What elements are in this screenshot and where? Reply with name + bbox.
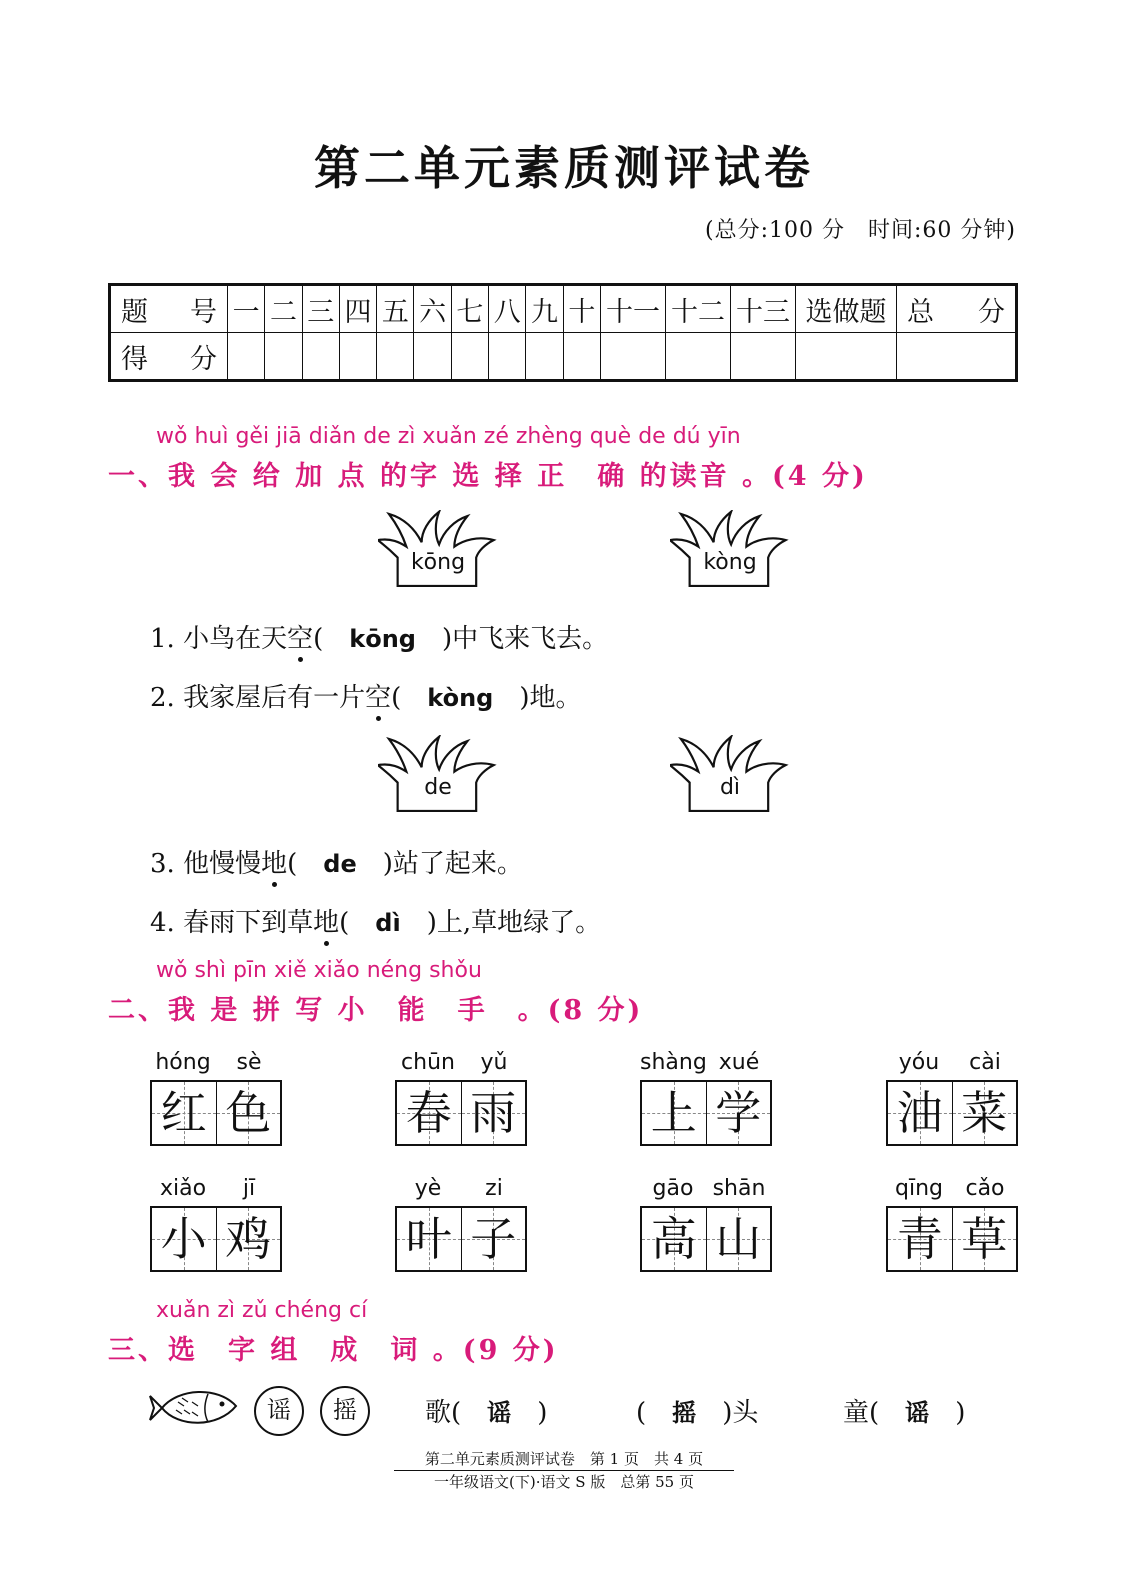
column-label: 选做题 bbox=[796, 285, 897, 333]
char-1[interactable]: 高 bbox=[650, 1212, 697, 1266]
score-table-header-row bbox=[110, 285, 1017, 333]
answer-blank[interactable]: 摇 bbox=[672, 1399, 697, 1427]
column-label: 十 bbox=[563, 285, 600, 333]
pinyin-2: sè bbox=[236, 1050, 262, 1075]
grass-label: de bbox=[424, 775, 452, 800]
score-cell[interactable] bbox=[796, 333, 897, 381]
pinyin-1: xiǎo bbox=[159, 1176, 207, 1201]
column-label: 九 bbox=[526, 285, 563, 333]
question-number: 3. bbox=[150, 849, 175, 879]
score-label: 得 分 bbox=[110, 333, 228, 381]
grass-card-de bbox=[378, 735, 498, 821]
pinyin-1: chūn bbox=[401, 1050, 455, 1075]
fish-icon bbox=[148, 1384, 240, 1432]
char-2[interactable]: 学 bbox=[715, 1086, 762, 1140]
dotted-char: 空 bbox=[287, 624, 314, 654]
pinyin-1: hóng bbox=[155, 1050, 211, 1075]
pinyin-1: yè bbox=[414, 1176, 442, 1201]
question-4: 4. 春雨下到草地( dì )上,草地绿了。 bbox=[150, 908, 602, 938]
pinyin-2: shān bbox=[712, 1176, 766, 1201]
column-label: 二 bbox=[265, 285, 302, 333]
score-cell[interactable] bbox=[228, 333, 265, 381]
pinyin-1: shàng bbox=[640, 1050, 707, 1075]
grass-card-kong4 bbox=[670, 510, 790, 596]
question-text-after: )上,草地绿了。 bbox=[426, 908, 602, 938]
answer-blank[interactable]: kōng bbox=[349, 625, 416, 653]
blank-after: )头 bbox=[722, 1398, 759, 1428]
pinyin-1: gāo bbox=[652, 1176, 694, 1201]
pinyin-2: cài bbox=[969, 1050, 1001, 1075]
word-box bbox=[395, 1050, 527, 1146]
char-1[interactable]: 上 bbox=[650, 1086, 697, 1140]
char-2[interactable]: 色 bbox=[225, 1086, 272, 1140]
column-label: 十一 bbox=[601, 285, 666, 333]
word-box bbox=[150, 1176, 282, 1272]
grass-card-kong1 bbox=[378, 510, 498, 596]
section2-heading: 二、我 是 拼 写 小 能 手 。(8 分) bbox=[108, 995, 644, 1026]
score-cell[interactable] bbox=[339, 333, 376, 381]
section2-pinyin: wǒ shì pīn xiě xiǎo néng shǒu bbox=[156, 958, 482, 983]
blank-1 bbox=[425, 1392, 547, 1429]
blank-before: 歌( bbox=[425, 1398, 462, 1428]
section1-heading: 一、我 会 给 加 点 的字 选 择 正 确 的读音 。(4 分) bbox=[108, 461, 868, 492]
section3-heading: 三、选 字 组 成 词 。(9 分) bbox=[108, 1335, 559, 1366]
word-box bbox=[150, 1050, 282, 1146]
score-cell[interactable] bbox=[377, 333, 414, 381]
question-text-after: )站了起来。 bbox=[382, 849, 523, 879]
column-label: 四 bbox=[339, 285, 376, 333]
grass-card-di bbox=[670, 735, 790, 821]
word-box bbox=[886, 1176, 1018, 1272]
char-1[interactable]: 红 bbox=[160, 1086, 207, 1140]
answer-blank[interactable]: 谣 bbox=[905, 1399, 930, 1427]
blank-after: ) bbox=[955, 1398, 966, 1428]
score-table bbox=[108, 283, 1018, 382]
choice-circle[interactable]: 摇 bbox=[320, 1386, 370, 1436]
question-text: 他慢慢 bbox=[183, 849, 262, 879]
exam-meta: (总分:100 分 时间:60 分钟) bbox=[705, 218, 1016, 243]
question-number: 4. bbox=[150, 908, 175, 938]
question-1: 1. 小鸟在天空( kōng )中飞来飞去。 bbox=[150, 624, 609, 654]
char-1[interactable]: 青 bbox=[896, 1212, 943, 1266]
grass-label: kōng bbox=[410, 550, 466, 575]
char-1[interactable]: 春 bbox=[405, 1086, 452, 1140]
blank-3 bbox=[843, 1392, 965, 1429]
word-box bbox=[395, 1176, 527, 1272]
column-label: 十三 bbox=[731, 285, 796, 333]
pinyin-2: zi bbox=[485, 1176, 503, 1201]
question-text: 春雨下到草 bbox=[183, 908, 314, 938]
blank-before: 童( bbox=[843, 1398, 880, 1428]
word-box bbox=[640, 1050, 772, 1146]
pinyin-1: yóu bbox=[898, 1050, 940, 1075]
score-cell[interactable] bbox=[731, 333, 796, 381]
question-number: 1. bbox=[150, 624, 175, 654]
question-2: 2. 我家屋后有一片空( kòng )地。 bbox=[150, 683, 582, 713]
char-2[interactable]: 子 bbox=[470, 1212, 517, 1266]
char-1[interactable]: 油 bbox=[896, 1086, 943, 1140]
dotted-char: 地 bbox=[313, 908, 340, 938]
score-cell[interactable] bbox=[526, 333, 563, 381]
question-3: 3. 他慢慢地( de )站了起来。 bbox=[150, 849, 523, 879]
score-table-score-row bbox=[110, 333, 1017, 381]
char-2[interactable]: 雨 bbox=[470, 1086, 517, 1140]
char-2[interactable]: 鸡 bbox=[225, 1212, 272, 1266]
char-2[interactable]: 草 bbox=[961, 1212, 1008, 1266]
char-2[interactable]: 菜 bbox=[961, 1086, 1008, 1140]
blank-before: ( bbox=[636, 1398, 647, 1428]
score-cell[interactable] bbox=[451, 333, 488, 381]
footer-line-1: 第二单元素质测评试卷 第 1 页 共 4 页 bbox=[424, 1450, 704, 1468]
pinyin-2: yǔ bbox=[480, 1050, 508, 1075]
column-label: 五 bbox=[377, 285, 414, 333]
header-label: 题 号 bbox=[110, 285, 228, 333]
question-text: 我家屋后有一片 bbox=[183, 683, 366, 713]
blank-2 bbox=[636, 1392, 758, 1429]
section1-pinyin: wǒ huì gěi jiā diǎn de zì xuǎn zé zhèng què de dú yīn bbox=[156, 424, 741, 449]
score-cell[interactable] bbox=[601, 333, 666, 381]
question-number: 2. bbox=[150, 683, 175, 713]
footer-line-2: 一年级语文(下)·语文 S 版 总第 55 页 bbox=[434, 1473, 694, 1491]
pinyin-2: jī bbox=[242, 1176, 256, 1201]
column-label: 八 bbox=[489, 285, 526, 333]
char-1[interactable]: 小 bbox=[160, 1212, 207, 1266]
score-cell[interactable] bbox=[897, 333, 1017, 381]
page-footer bbox=[0, 1448, 1128, 1493]
choice-circle[interactable]: 谣 bbox=[254, 1386, 304, 1436]
column-label: 三 bbox=[302, 285, 339, 333]
score-cell[interactable] bbox=[265, 333, 302, 381]
section3-pinyin: xuǎn zì zǔ chéng cí bbox=[156, 1298, 368, 1323]
score-cell[interactable] bbox=[302, 333, 339, 381]
dotted-char: 空 bbox=[365, 683, 392, 713]
grass-label: dì bbox=[719, 775, 741, 800]
column-label: 六 bbox=[414, 285, 451, 333]
word-box bbox=[640, 1176, 772, 1272]
blank-after: ) bbox=[537, 1398, 548, 1428]
dotted-char: 地 bbox=[261, 849, 288, 879]
column-label: 总 分 bbox=[897, 285, 1017, 333]
answer-blank[interactable]: 谣 bbox=[487, 1399, 512, 1427]
column-label: 十二 bbox=[666, 285, 731, 333]
page-title: 第二单元素质测评试卷 bbox=[314, 141, 814, 195]
question-text-after: )地。 bbox=[519, 683, 582, 713]
score-cell[interactable] bbox=[666, 333, 731, 381]
column-label: 七 bbox=[451, 285, 488, 333]
question-text: 小鸟在天 bbox=[183, 624, 288, 654]
score-cell[interactable] bbox=[563, 333, 600, 381]
char-2[interactable]: 山 bbox=[715, 1212, 762, 1266]
answer-blank[interactable]: de bbox=[323, 850, 357, 878]
char-1[interactable]: 叶 bbox=[405, 1212, 452, 1266]
pinyin-2: cǎo bbox=[965, 1176, 1005, 1201]
word-box bbox=[886, 1050, 1018, 1146]
pinyin-2: xué bbox=[718, 1050, 760, 1075]
answer-blank[interactable]: kòng bbox=[427, 684, 494, 712]
question-text-after: )中飞来飞去。 bbox=[442, 624, 609, 654]
answer-blank[interactable]: dì bbox=[375, 909, 401, 937]
grass-label: kòng bbox=[703, 550, 757, 575]
score-cell[interactable] bbox=[489, 333, 526, 381]
column-label: 一 bbox=[228, 285, 265, 333]
pinyin-1: qīng bbox=[895, 1176, 943, 1201]
score-cell[interactable] bbox=[414, 333, 451, 381]
